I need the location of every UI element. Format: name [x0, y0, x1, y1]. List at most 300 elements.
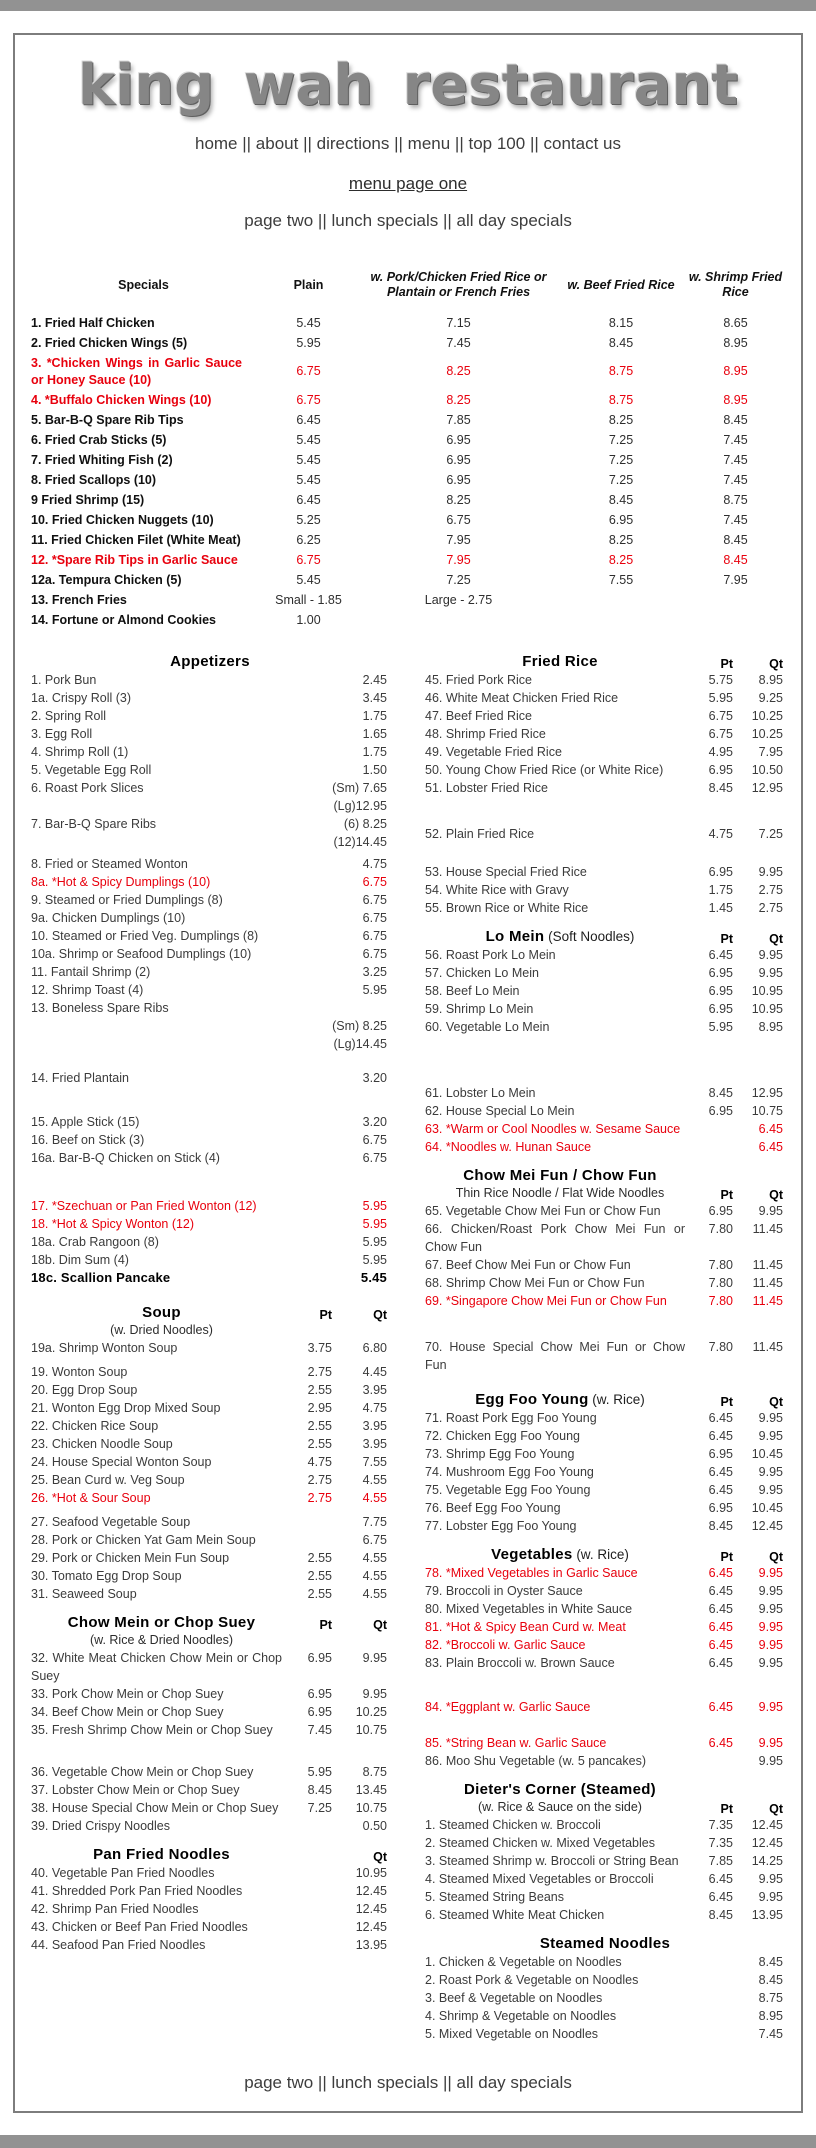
menu-item-qt-price: 9.95: [758, 1204, 783, 1218]
menu-item: [31, 1453, 389, 1471]
menu-item-name: 77. Lobster Egg Foo Young: [425, 1519, 577, 1533]
subnav-bottom: [31, 2073, 785, 2093]
specials-price: 8.95: [723, 364, 748, 378]
menu-item-qt-price: 12.45: [355, 1920, 387, 1934]
menu-item-pt-price: 6.45: [708, 1620, 733, 1634]
menu-item-pt-price: 4.75: [307, 1455, 332, 1469]
menu-item-pt-price: 7.25: [307, 1801, 332, 1815]
menu-item: [425, 1499, 785, 1517]
section-chow-mei-fun: [425, 1166, 785, 1374]
menu-item: [425, 1445, 785, 1463]
menu-item-name: 1. Pork Bun: [31, 673, 97, 687]
menu-item-name: 58. Beef Lo Mein: [425, 984, 520, 998]
menu-item: [31, 981, 389, 999]
menu-item-name: 60. Vegetable Lo Mein: [425, 1020, 550, 1034]
section-subtitle-row: [31, 1322, 389, 1339]
specials-price: 8.45: [723, 412, 748, 427]
specials-price: 5.45: [296, 315, 321, 330]
section-title-text: Pan Fried Noodles: [93, 1846, 230, 1863]
price-line: (Lg)12.95: [333, 799, 387, 813]
menu-item: [31, 761, 389, 779]
menu-item-name: 4. Steamed Mixed Vegetables or Broccoli: [425, 1872, 654, 1886]
menu-item-name: 35. Fresh Shrimp Chow Mein or Chop Suey: [31, 1723, 273, 1737]
section-title-suffix: (w. Rice): [572, 1547, 629, 1562]
menu-item-name: 3. Beef & Vegetable on Noodles: [425, 1991, 603, 2005]
menu-item-price-lines: [292, 815, 389, 851]
menu-item-qt-price: 1.65: [362, 727, 387, 741]
menu-item-name: 5. Vegetable Egg Roll: [31, 763, 152, 777]
section-title-text: Vegetables: [491, 1546, 573, 1563]
menu-item-pt-price: 5.95: [708, 1020, 733, 1034]
menu-item-name: 48. Shrimp Fried Rice: [425, 727, 546, 741]
menu-column-right: [425, 642, 785, 2043]
menu-item-pt-price: 7.80: [708, 1340, 733, 1354]
specials-price: 6.45: [296, 412, 321, 427]
specials-price: 7.45: [723, 452, 748, 467]
specials-item-name: 6. Fried Crab Sticks (5): [31, 432, 167, 447]
specials-price: 8.95: [723, 335, 748, 350]
menu-item-qt-price: 5.95: [362, 1199, 387, 1213]
section-title: [425, 1934, 785, 1953]
specials-price: 7.25: [446, 572, 471, 587]
price-line: (Lg)14.45: [333, 1037, 387, 1051]
menu-item-qt-price: 10.25: [751, 727, 783, 741]
menu-item-pt-price: 6.95: [708, 1447, 733, 1461]
menu-item-name: 47. Beef Fried Rice: [425, 709, 532, 723]
nav-link-top-100[interactable]: top 100: [468, 134, 526, 153]
menu-item-name: 55. Brown Rice or White Rice: [425, 901, 589, 915]
menu-item: [425, 1000, 785, 1018]
nav-separator: ||: [298, 134, 317, 153]
menu-item: [425, 982, 785, 1000]
menu-item-qt-price: 5.95: [362, 1253, 387, 1267]
menu-item-pt-price: 6.45: [708, 1700, 733, 1714]
menu-item-qt-price: 4.55: [362, 1473, 387, 1487]
menu-item-qt-price: 9.95: [362, 1651, 387, 1665]
menu-item-name: 4. Shrimp Roll (1): [31, 745, 129, 759]
pt-column-label: Pt: [720, 657, 733, 671]
menu-item-qt-price: 3.25: [362, 965, 387, 979]
menu-item-qt-price: 7.75: [362, 1515, 387, 1529]
menu-item-name: 8. Fried or Steamed Wonton: [31, 857, 188, 871]
specials-item-name: 8. Fried Scallops (10): [31, 472, 157, 487]
specials-price: 8.25: [608, 532, 634, 547]
menu-item-name: 8a. *Hot & Spicy Dumplings (10): [31, 875, 211, 889]
menu-item-name: 2. Roast Pork & Vegetable on Noodles: [425, 1973, 639, 1987]
specials-price: 6.95: [446, 432, 471, 447]
menu-item-name: 20. Egg Drop Soup: [31, 1383, 138, 1397]
menu-item-qt-price: 12.45: [751, 1818, 783, 1832]
menu-item-pt-price: 2.75: [307, 1365, 332, 1379]
specials-table: [31, 257, 785, 630]
menu-item-pt-price: 6.75: [708, 709, 733, 723]
specials-price: 6.75: [446, 512, 471, 527]
menu-item-qt-price: 2.75: [758, 883, 783, 897]
section-header-lo-mein: [425, 927, 785, 946]
specials-item-name: 12. *Spare Rib Tips in Garlic Sauce: [31, 552, 238, 567]
menu-item-qt-price: 1.75: [362, 745, 387, 759]
menu-item-qt-price: 8.95: [758, 2009, 783, 2023]
menu-item-name: 73. Shrimp Egg Foo Young: [425, 1447, 575, 1461]
menu-item-name: 16a. Bar-B-Q Chicken on Stick (4): [31, 1151, 220, 1165]
menu-item-pt-price: 7.80: [708, 1294, 733, 1308]
specials-item-name: 14. Fortune or Almond Cookies: [31, 612, 216, 627]
menu-item-qt-price: 6.75: [362, 911, 387, 925]
menu-item-name: 19. Wonton Soup: [31, 1365, 128, 1379]
menu-item-price-lines: [292, 999, 389, 1053]
section-title: [31, 1303, 292, 1322]
specials-row: [31, 530, 785, 550]
menu-item: [425, 946, 785, 964]
menu-item-name: 15. Apple Stick (15): [31, 1115, 140, 1129]
menu-item-qt-price: 6.45: [758, 1122, 783, 1136]
menu-item: [425, 1220, 785, 1256]
subnav-bottom-link-all-day-specials[interactable]: all day specials: [456, 2073, 572, 2092]
section-header-appetizers: [31, 652, 389, 671]
menu-item-name: 70. House Special Chow Mei Fun or Chow Fun: [425, 1340, 685, 1372]
menu-item-name: 1a. Crispy Roll (3): [31, 691, 132, 705]
nav-link-directions[interactable]: directions: [316, 134, 390, 153]
menu-item-pt-price: 2.95: [307, 1401, 332, 1415]
menu-item-pt-price: 1.75: [708, 883, 733, 897]
menu-item-name: 83. Plain Broccoli w. Brown Sauce: [425, 1656, 615, 1670]
section-title: [425, 1390, 695, 1409]
main-nav: [31, 134, 785, 154]
menu-item-pt-price: 7.35: [708, 1818, 733, 1832]
menu-item-price-lines: [292, 779, 389, 815]
menu-item-name: 59. Shrimp Lo Mein: [425, 1002, 534, 1016]
section-title: [425, 927, 695, 946]
menu-item-qt-price: 6.75: [362, 929, 387, 943]
menu-item-pt-price: 6.45: [708, 1465, 733, 1479]
specials-row: [31, 590, 785, 610]
menu-item-name: 13. Boneless Spare Ribs: [31, 1001, 169, 1015]
menu-item-qt-price: 12.95: [751, 1086, 783, 1100]
subnav-bottom-link-page-two[interactable]: page two: [244, 2073, 314, 2092]
menu-item: [31, 1131, 389, 1149]
menu-item-qt-price: 10.75: [355, 1723, 387, 1737]
menu-item-name: 19a. Shrimp Wonton Soup: [31, 1341, 178, 1355]
menu-item-name: 56. Roast Pork Lo Mein: [425, 948, 556, 962]
specials-row: [31, 510, 785, 530]
menu-item-name: 1. Steamed Chicken w. Broccoli: [425, 1818, 601, 1832]
menu-item: [425, 779, 785, 797]
menu-item-name: 32. White Meat Chicken Chow Mein or Chop Suey: [31, 1651, 282, 1683]
specials-item-name: 4. *Buffalo Chicken Wings (10): [31, 392, 212, 407]
menu-item-pt-price: 6.95: [708, 763, 733, 777]
menu-item-pt-price: 6.95: [708, 1104, 733, 1118]
specials-item-name: 3. *Chicken Wings in Garlic Sauce or Honey Sauce (10): [31, 355, 242, 387]
section-subtitle: (w. Rice & Dried Noodles): [89, 1633, 234, 1647]
menu-item: [31, 743, 389, 761]
menu-item-pt-price: 7.35: [708, 1836, 733, 1850]
menu-item-qt-price: 9.95: [758, 1465, 783, 1479]
nav-link-contact-us[interactable]: contact us: [543, 134, 621, 153]
menu-item-pt-price: 6.45: [708, 1602, 733, 1616]
menu-item-name: 49. Vegetable Fried Rice: [425, 745, 562, 759]
menu-item-name: 3. Egg Roll: [31, 727, 93, 741]
section-title-text: Dieter's Corner (Steamed): [464, 1781, 656, 1798]
section-title-suffix: (Soft Noodles): [544, 929, 635, 944]
menu-item: [31, 689, 389, 707]
menu-item: [425, 1870, 785, 1888]
section-header-steamed-noodles: [425, 1934, 785, 1953]
menu-item: [31, 779, 389, 815]
menu-item: [425, 1989, 785, 2007]
section-chow-mein-chop-suey: [31, 1613, 389, 1835]
menu-item-qt-price: 10.95: [751, 984, 783, 998]
specials-item-name: 10. Fried Chicken Nuggets (10): [31, 512, 214, 527]
menu-item-name: 34. Beef Chow Mein or Chop Suey: [31, 1705, 224, 1719]
specials-price: 7.25: [608, 432, 634, 447]
menu-item-qt-price: 8.95: [758, 673, 783, 687]
menu-item-qt-price: 6.80: [362, 1341, 387, 1355]
section-dieters-corner: [425, 1780, 785, 1924]
specials-price: 7.95: [723, 572, 748, 587]
menu-item-qt-price: 13.45: [355, 1783, 387, 1797]
menu-item-qt-price: 12.45: [355, 1902, 387, 1916]
menu-item: [31, 1781, 389, 1799]
menu-columns: [31, 642, 785, 2043]
menu-item: [425, 743, 785, 761]
specials-price: 6.95: [608, 512, 634, 527]
section-lo-mein: [425, 927, 785, 1156]
section-title: [31, 1845, 292, 1864]
menu-item-qt-price: 9.95: [758, 1736, 783, 1750]
menu-item-name: 71. Roast Pork Egg Foo Young: [425, 1411, 597, 1425]
menu-item-qt-price: 6.45: [758, 1140, 783, 1154]
section-title: [425, 652, 695, 671]
menu-item: [425, 1636, 785, 1654]
menu-item-pt-price: 4.75: [708, 827, 733, 841]
menu-item-name: 33. Pork Chow Mein or Chop Suey: [31, 1687, 224, 1701]
menu-item-pt-price: 2.75: [307, 1491, 332, 1505]
menu-item-name: 6. Steamed White Meat Chicken: [425, 1908, 605, 1922]
specials-row: [31, 450, 785, 470]
menu-item-qt-price: 6.75: [362, 1151, 387, 1165]
specials-item-name: 11. Fried Chicken Filet (White Meat): [31, 532, 241, 547]
menu-item-name: 80. Mixed Vegetables in White Sauce: [425, 1602, 633, 1616]
menu-item-name: 75. Vegetable Egg Foo Young: [425, 1483, 591, 1497]
menu-item-pt-price: 4.95: [708, 745, 733, 759]
menu-item-qt-price: 9.95: [758, 1656, 783, 1670]
menu-item: [425, 1582, 785, 1600]
menu-item: [31, 963, 389, 981]
menu-item: [31, 707, 389, 725]
pt-column-label: Pt: [720, 1802, 733, 1816]
menu-item-qt-price: 5.95: [362, 983, 387, 997]
specials-price: 8.25: [446, 492, 471, 507]
menu-item-name: 2. Spring Roll: [31, 709, 107, 723]
menu-item: [425, 2007, 785, 2025]
specials-header-col3: w. Beef Fried Rice: [567, 277, 675, 292]
menu-item: [31, 1864, 389, 1882]
specials-price: 6.25: [296, 532, 321, 547]
menu-item-name: 10a. Shrimp or Seafood Dumplings (10): [31, 947, 252, 961]
menu-item: [31, 1703, 389, 1721]
specials-item-name: 7. Fried Whiting Fish (2): [31, 452, 173, 467]
subnav-top-link-page-two[interactable]: page two: [244, 211, 314, 230]
menu-item-qt-price: 4.55: [362, 1551, 387, 1565]
menu-item-qt-price: 3.45: [362, 691, 387, 705]
menu-item-name: 10. Steamed or Fried Veg. Dumplings (8): [31, 929, 259, 943]
specials-item-name: 9 Fried Shrimp (15): [31, 492, 145, 507]
menu-item-qt-price: 13.95: [751, 1908, 783, 1922]
menu-item-name: 38. House Special Chow Mein or Chop Suey: [31, 1801, 279, 1815]
subnav-top-link-all-day-specials[interactable]: all day specials: [456, 211, 572, 230]
menu-item-qt-price: 11.45: [752, 1258, 783, 1272]
specials-header-plain: Plain: [293, 277, 324, 292]
menu-item-pt-price: 2.75: [307, 1473, 332, 1487]
menu-item: [425, 1600, 785, 1618]
menu-item-qt-price: 9.95: [758, 966, 783, 980]
section-header-dieters-corner: [425, 1780, 785, 1799]
menu-item: [31, 1363, 389, 1381]
section-title: [31, 652, 389, 671]
menu-item: [425, 707, 785, 725]
section-title: [425, 1166, 695, 1185]
menu-item-pt-price: 6.95: [708, 1002, 733, 1016]
menu-item: [425, 1888, 785, 1906]
menu-item: [425, 1654, 785, 1672]
menu-item: [31, 891, 389, 909]
menu-item-name: 22. Chicken Rice Soup: [31, 1419, 159, 1433]
menu-item-name: 53. House Special Fried Rice: [425, 865, 587, 879]
specials-price: 7.45: [446, 335, 471, 350]
qt-column-label: Qt: [373, 1308, 387, 1322]
menu-item: [425, 1953, 785, 1971]
section-appetizers: [31, 652, 389, 1287]
nav-separator: ||: [438, 2073, 457, 2092]
menu-item: [31, 855, 389, 873]
menu-item: [425, 1734, 785, 1752]
menu-item: [31, 1435, 389, 1453]
specials-row: [31, 570, 785, 590]
nav-link-home[interactable]: home: [194, 134, 238, 153]
specials-price: 7.45: [723, 472, 748, 487]
menu-item-qt-price: 8.45: [758, 1973, 783, 1987]
menu-item-pt-price: 2.55: [307, 1569, 332, 1583]
menu-item-qt-price: 9.95: [758, 948, 783, 962]
menu-item-name: 30. Tomato Egg Drop Soup: [31, 1569, 182, 1583]
menu-item-qt-price: 4.55: [362, 1491, 387, 1505]
menu-item: [425, 2025, 785, 2043]
pt-column-label: Pt: [720, 932, 733, 946]
menu-item-name: 42. Shrimp Pan Fried Noodles: [31, 1902, 199, 1916]
menu-item-qt-price: 9.95: [758, 1483, 783, 1497]
menu-page: [13, 33, 803, 2113]
menu-item-qt-price: 7.45: [758, 2027, 783, 2041]
menu-item-name: 62. House Special Lo Mein: [425, 1104, 575, 1118]
menu-item-qt-price: 5.95: [362, 1217, 387, 1231]
menu-item-pt-price: 6.45: [708, 1584, 733, 1598]
menu-item: [425, 1256, 785, 1274]
menu-item-name: 5. Steamed String Beans: [425, 1890, 564, 1904]
menu-item: [425, 1752, 785, 1770]
menu-item-pt-price: 6.95: [307, 1651, 332, 1665]
specials-price: 5.45: [296, 452, 321, 467]
menu-item-name: 23. Chicken Noodle Soup: [31, 1437, 173, 1451]
menu-item-pt-price: 6.95: [708, 966, 733, 980]
specials-rows: [31, 313, 785, 630]
menu-item-qt-price: 4.75: [362, 1401, 387, 1415]
specials-price: 8.95: [723, 392, 748, 407]
menu-item: [31, 1649, 389, 1685]
section-header-soup: [31, 1303, 389, 1322]
section-steamed-noodles: [425, 1934, 785, 2043]
section-title-suffix: (w. Rice): [588, 1392, 645, 1407]
menu-item-qt-price: 4.55: [362, 1569, 387, 1583]
subnav-bottom-link-lunch-specials[interactable]: lunch specials: [331, 2073, 439, 2092]
menu-item-qt-price: 10.45: [751, 1501, 783, 1515]
qt-column-label: Qt: [373, 1618, 387, 1632]
menu-item: [31, 999, 389, 1053]
menu-item-name: 79. Broccoli in Oyster Sauce: [425, 1584, 583, 1598]
menu-item: [425, 899, 785, 917]
section-title-text: Steamed Noodles: [539, 1935, 671, 1952]
menu-item-qt-price: 7.95: [758, 745, 783, 759]
menu-item: [31, 1149, 389, 1167]
specials-price: 6.75: [296, 392, 321, 407]
menu-item-name: 54. White Rice with Gravy: [425, 883, 569, 897]
menu-item-qt-price: 3.20: [362, 1071, 387, 1085]
specials-row: [31, 470, 785, 490]
qt-column-label: Qt: [769, 1802, 783, 1816]
menu-item: [425, 1138, 785, 1156]
menu-item-name: 14. Fried Plantain: [31, 1071, 129, 1085]
menu-item: [31, 1882, 389, 1900]
menu-item-qt-price: 12.95: [751, 781, 783, 795]
menu-item-qt-price: 2.75: [758, 901, 783, 915]
page-title[interactable]: menu page one: [348, 174, 468, 193]
nav-link-menu[interactable]: menu: [407, 134, 451, 153]
section-subtitle: (w. Rice & Sauce on the side): [478, 1800, 642, 1814]
menu-item: [31, 1918, 389, 1936]
menu-item: [425, 1971, 785, 1989]
menu-item-pt-price: 6.45: [708, 1736, 733, 1750]
menu-item-name: 69. *Singapore Chow Mei Fun or Chow Fun: [425, 1294, 667, 1308]
menu-item: [31, 1215, 389, 1233]
menu-item: [425, 1564, 785, 1582]
menu-item-pt-price: 8.45: [708, 1908, 733, 1922]
page-title-line: [31, 174, 785, 194]
menu-item-pt-price: 8.45: [708, 1086, 733, 1100]
menu-item-name: 5. Mixed Vegetable on Noodles: [425, 2027, 599, 2041]
menu-item-pt-price: 1.45: [708, 901, 733, 915]
menu-item-pt-price: 7.45: [307, 1723, 332, 1737]
menu-item: [31, 927, 389, 945]
subnav-top-link-lunch-specials[interactable]: lunch specials: [331, 211, 439, 230]
nav-link-about[interactable]: about: [255, 134, 299, 153]
menu-item-qt-price: 4.55: [362, 1587, 387, 1601]
menu-item: [425, 1409, 785, 1427]
menu-item-name: 50. Young Chow Fried Rice (or White Rice): [425, 763, 664, 777]
menu-item-qt-price: 13.95: [355, 1938, 387, 1952]
menu-item-name: 57. Chicken Lo Mein: [425, 966, 539, 980]
menu-item-qt-price: 8.95: [758, 1020, 783, 1034]
menu-item: [31, 1685, 389, 1703]
menu-item-name: 9a. Chicken Dumplings (10): [31, 911, 186, 925]
menu-item: [425, 1834, 785, 1852]
specials-price: Small - 1.85: [275, 592, 342, 607]
specials-price: 7.95: [446, 532, 471, 547]
menu-item-qt-price: 10.75: [355, 1801, 387, 1815]
menu-item-qt-price: 11.45: [752, 1340, 783, 1354]
menu-item: [31, 1567, 389, 1585]
menu-item-qt-price: 9.25: [758, 691, 783, 705]
menu-item-name: 31. Seaweed Soup: [31, 1587, 137, 1601]
menu-item-qt-price: 9.95: [758, 1566, 783, 1580]
